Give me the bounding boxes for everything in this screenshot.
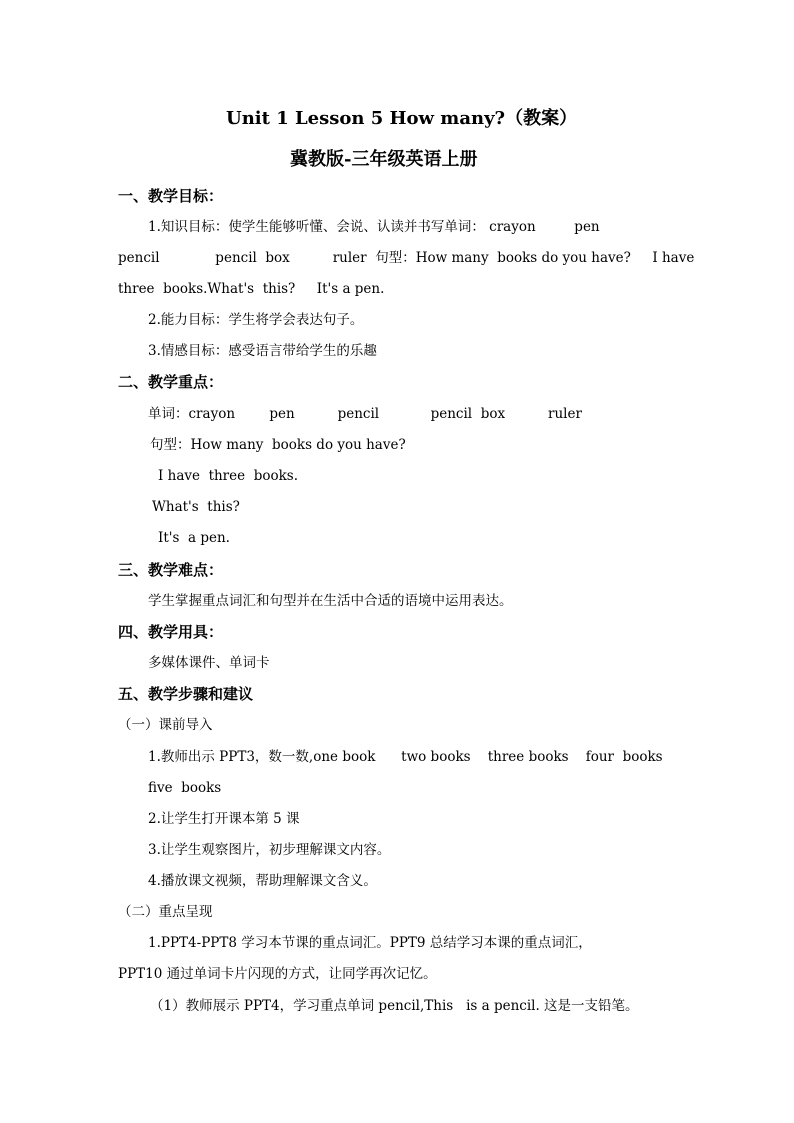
objective-line: 2.能力目标：学生将学会表达句子。 <box>148 312 364 328</box>
objective-line: three books.What's this? It's a pen. <box>118 281 385 297</box>
materials-line: 多媒体课件、单词卡 <box>148 655 270 671</box>
steps-line: PPT10 通过单词卡片闪现的方式，让同学再次记忆。 <box>118 966 437 982</box>
steps-line: 2.让学生打开课本第 5 课 <box>148 811 300 827</box>
section-materials-heading: 四、教学用具： <box>118 623 224 641</box>
steps-line: （1）教师展示 PPT4，学习重点单词 pencil,This is a pencil. 这是一支铅笔。 <box>150 998 639 1014</box>
steps-line: 1.教师出示 PPT3，数一数,one book two books three books four books <box>148 749 663 765</box>
section-keypoints-heading: 二、教学重点： <box>118 373 224 391</box>
keypoint-line: 句型：How many books do you have? <box>150 437 406 453</box>
section-difficulties-heading: 三、教学难点： <box>118 561 224 579</box>
section-steps-heading: 五、教学步骤和建议 <box>118 685 254 703</box>
steps-line: 4.播放课文视频，帮助理解课文含义。 <box>148 873 377 889</box>
document-title: Unit 1 Lesson 5 How many?（教案） <box>226 108 578 129</box>
section-objectives-heading: 一、教学目标： <box>118 187 224 205</box>
steps-subheading: （二）重点呈现 <box>118 904 213 920</box>
keypoint-line: 单词：crayon pen pencil pencil box ruler <box>148 406 582 422</box>
difficulty-line: 学生掌握重点词汇和句型并在生活中合适的语境中运用表达。 <box>148 593 513 609</box>
document-subtitle: 冀教版-三年级英语上册 <box>290 149 478 170</box>
objective-line: pencil pencil box ruler 句型：How many books do you have? I have <box>118 250 695 266</box>
objective-line: 1.知识目标：使学生能够听懂、会说、认读并书写单词： crayon pen <box>148 219 600 235</box>
keypoint-line: What's this? <box>152 499 240 515</box>
steps-subheading: （一）课前导入 <box>118 717 213 733</box>
steps-line: five books <box>148 780 222 796</box>
steps-line: 1.PPT4-PPT8 学习本节课的重点词汇。PPT9 总结学习本课的重点词汇， <box>148 935 592 951</box>
objective-line: 3.情感目标：感受语言带给学生的乐趣 <box>148 343 377 359</box>
keypoint-line: It's a pen. <box>158 530 230 546</box>
steps-line: 3.让学生观察图片，初步理解课文内容。 <box>148 842 391 858</box>
keypoint-line: I have three books. <box>158 468 298 484</box>
